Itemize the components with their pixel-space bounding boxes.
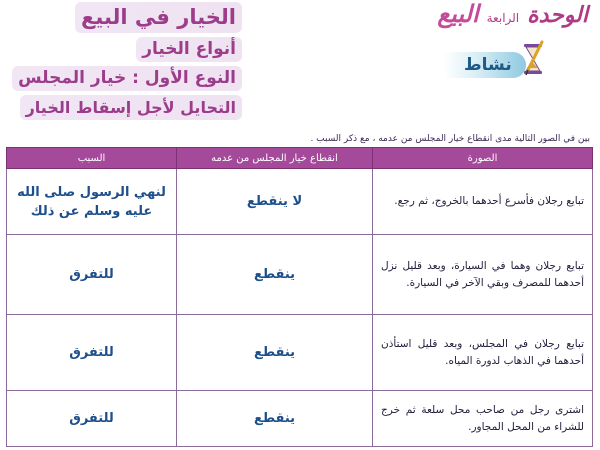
header-reason: السبب xyxy=(7,148,177,169)
first-type-heading: النوع الأول : خيار المجلس xyxy=(12,66,242,91)
status-answer: ينقطع xyxy=(177,315,373,391)
status-answer: لا ينقطع xyxy=(177,169,373,235)
activity-table xyxy=(6,147,593,447)
table-header-row xyxy=(7,148,593,169)
reason-answer: للتفرق xyxy=(7,391,177,447)
lesson-title: الخيار في البيع xyxy=(75,2,242,33)
unit-word: الوحدة xyxy=(527,3,588,28)
table-row xyxy=(7,315,593,391)
unit-name: البيع xyxy=(437,0,479,28)
types-heading: أنواع الخيار xyxy=(136,37,242,62)
activity-label: نشاط xyxy=(464,55,512,75)
unit-number: الرابعة xyxy=(486,11,520,25)
case-description: تبايع رجلان وهما في السيارة، وبعد قليل نزل أحدهما للمصرف وبقي الآخر في السيارة. xyxy=(373,235,593,315)
reason-answer: لنهي الرسول صلى الله عليه وسلم عن ذلك xyxy=(7,169,177,235)
unit-header xyxy=(437,0,588,34)
reason-answer: للتفرق xyxy=(7,315,177,391)
pencil-hourglass-icon xyxy=(518,40,548,78)
header-status: انقطاع خيار المجلس من عدمه xyxy=(177,148,373,169)
status-answer: ينقطع xyxy=(177,391,373,447)
lesson-titles xyxy=(0,0,242,120)
table-row xyxy=(7,391,593,447)
header-case: الصورة xyxy=(373,148,593,169)
table-row xyxy=(7,235,593,315)
trick-heading: التحايل لأجل إسقاط الخيار xyxy=(20,95,242,120)
reason-answer: للتفرق xyxy=(7,235,177,315)
case-description: تبايع رجلان فأسرع أحدهما بالخروج، ثم رجع. xyxy=(373,169,593,235)
table-row xyxy=(7,169,593,235)
case-description: اشترى رجل من صاحب محل سلعة ثم خرج للشراء من المحل المجاور. xyxy=(373,391,593,447)
case-description: تبايع رجلان في المجلس، وبعد قليل استأذن أحدهما في الذهاب لدورة المياه. xyxy=(373,315,593,391)
status-answer: ينقطع xyxy=(177,235,373,315)
instruction-text: بين في الصور التالية مدى انقطاع خيار المجلس من عدمه ، مع ذكر السبب . xyxy=(310,134,590,144)
activity-badge xyxy=(400,42,550,78)
